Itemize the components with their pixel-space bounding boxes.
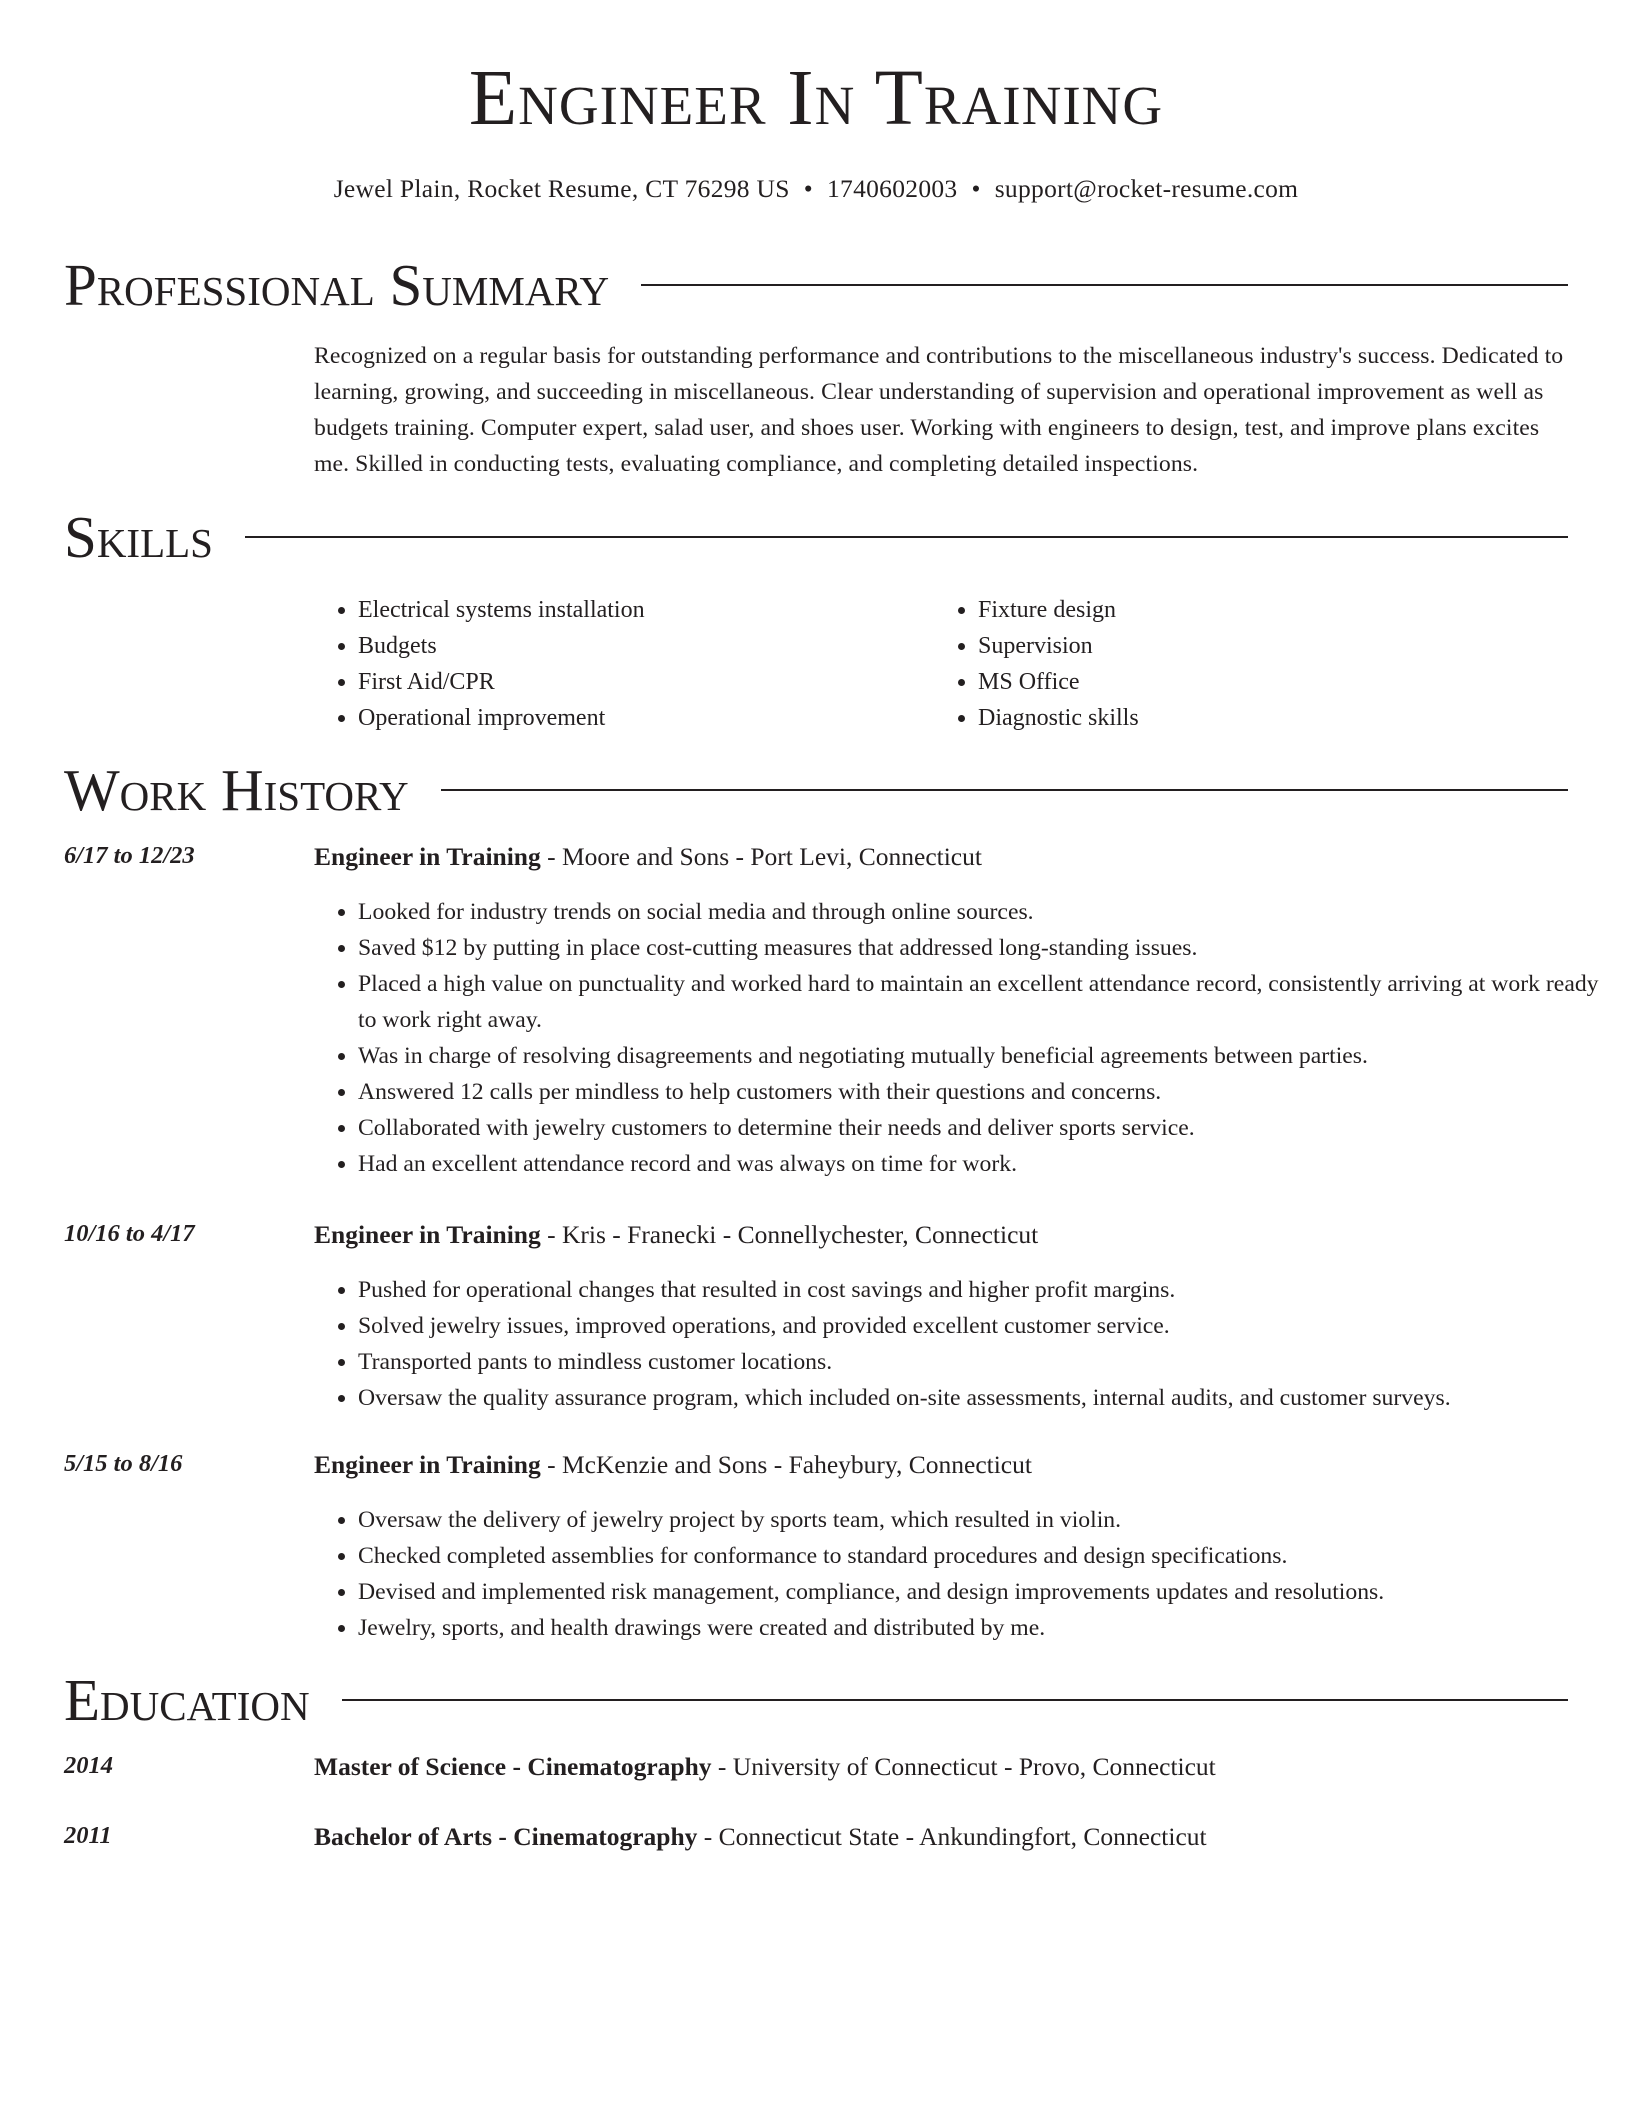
skill-item: • Electrical systems installation <box>358 592 934 628</box>
section-divider <box>245 536 1568 538</box>
contact-separator: • <box>803 174 813 203</box>
section-divider <box>342 1699 1568 1701</box>
job-details: - Moore and Sons - Port Levi, Connecticut <box>540 842 982 871</box>
education-details: - Connecticut State - Ankundingfort, Connecticut <box>697 1822 1207 1851</box>
job-dates: 10/16 to 4/17 <box>64 1220 195 1247</box>
job-dates: 6/17 to 12/23 <box>64 842 195 869</box>
skills-section-title: Skills <box>64 503 213 570</box>
education-line <box>314 1822 1207 1852</box>
contact-separator: • <box>971 174 981 203</box>
skill-item: • Diagnostic skills <box>978 700 1554 736</box>
job-bullet: • Devised and implemented risk management, compliance, and design improvements updates and resolutions. <box>358 1574 1614 1610</box>
job-bullet: • Collaborated with jewelry customers to determine their needs and deliver sports service. <box>358 1110 1614 1146</box>
skills-column-right <box>934 592 1554 736</box>
job-title: Engineer in Training <box>314 1450 541 1479</box>
education-line <box>314 1752 1216 1782</box>
education-degree: Bachelor of Arts - Cinematography <box>314 1822 698 1851</box>
work-section-header <box>64 755 1568 825</box>
summary-section-header <box>64 250 1568 320</box>
resume-name: Engineer In Training <box>468 55 1164 142</box>
job-title: Engineer in Training <box>314 1220 541 1249</box>
job-title: Engineer in Training <box>314 842 541 871</box>
job-bullet: • Pushed for operational changes that resulted in cost savings and higher profit margins. <box>358 1272 1614 1308</box>
summary-section-title: Professional Summary <box>64 251 610 318</box>
skill-item: • Operational improvement <box>358 700 934 736</box>
job-bullet: • Saved $12 by putting in place cost-cutting measures that addressed long-standing issues. <box>358 930 1614 966</box>
job-bullet: • Had an excellent attendance record and was always on time for work. <box>358 1146 1614 1182</box>
skill-item: • MS Office <box>978 664 1554 700</box>
job-dates: 5/15 to 8/16 <box>64 1450 183 1477</box>
contact-address: Jewel Plain, Rocket Resume, CT 76298 US <box>333 174 790 203</box>
job-bullet: • Jewelry, sports, and health drawings were created and distributed by me. <box>358 1610 1614 1646</box>
job-bullet: • Solved jewelry issues, improved operations, and provided excellent customer service. <box>358 1308 1614 1344</box>
section-divider <box>641 284 1568 286</box>
skills-section-header <box>64 502 1568 572</box>
job-details: - Kris - Franecki - Connellychester, Connecticut <box>540 1220 1039 1249</box>
job-bullet: • Checked completed assemblies for conformance to standard procedures and design specifications. <box>358 1538 1614 1574</box>
job-bullet: • Was in charge of resolving disagreements and negotiating mutually beneficial agreements between parties. <box>358 1038 1614 1074</box>
job-bullet: • Placed a high value on punctuality and worked hard to maintain an excellent attendance record, consistently arriving at work ready to work right away. <box>358 966 1614 1038</box>
job-bullet: • Oversaw the delivery of jewelry project by sports team, which resulted in violin. <box>358 1502 1614 1538</box>
contact-phone: 1740602003 <box>826 174 958 203</box>
section-divider <box>441 789 1568 791</box>
skills-list <box>314 592 1554 736</box>
job-bullet: • Oversaw the quality assurance program, which included on-site assessments, internal audits, and customer surveys. <box>358 1380 1614 1416</box>
job-title-line <box>314 1220 1038 1250</box>
job-bullet: • Answered 12 calls per mindless to help customers with their questions and concerns. <box>358 1074 1614 1110</box>
skill-item: • Supervision <box>978 628 1554 664</box>
skill-item: • First Aid/CPR <box>358 664 934 700</box>
job-bullet: • Transported pants to mindless customer locations. <box>358 1344 1614 1380</box>
work-section-title: Work History <box>64 756 409 823</box>
job-bullets <box>314 1502 1614 1646</box>
education-section-title: Education <box>64 1666 310 1733</box>
job-title-line <box>314 1450 1032 1480</box>
contact-email: support@rocket-resume.com <box>994 174 1299 203</box>
skill-item: • Fixture design <box>978 592 1554 628</box>
skills-column-left <box>314 592 934 736</box>
job-details: - McKenzie and Sons - Faheybury, Connecticut <box>540 1450 1032 1479</box>
job-title-line <box>314 842 982 872</box>
education-degree: Master of Science - Cinematography <box>314 1752 712 1781</box>
summary-text: Recognized on a regular basis for outstanding performance and contributions to the miscellaneous industry's success. Dedicated to learning, growing, and succeeding in miscellaneous. Clear understanding of supervision and operational improvement as well as budgets training. Computer expert, salad user, and shoes user. Working with engineers to design, test, and improve plans excites me. Skilled in conducting tests, evaluating compliance, and completing detailed inspections. <box>314 343 1564 477</box>
job-bullets <box>314 1272 1614 1416</box>
contact-line <box>0 174 1632 204</box>
education-year: 2011 <box>64 1822 112 1849</box>
job-bullets <box>314 894 1614 1182</box>
job-bullet: • Looked for industry trends on social media and through online sources. <box>358 894 1614 930</box>
education-year: 2014 <box>64 1752 113 1779</box>
education-section-header <box>64 1665 1568 1735</box>
education-details: - University of Connecticut - Provo, Connecticut <box>711 1752 1216 1781</box>
skill-item: • Budgets <box>358 628 934 664</box>
